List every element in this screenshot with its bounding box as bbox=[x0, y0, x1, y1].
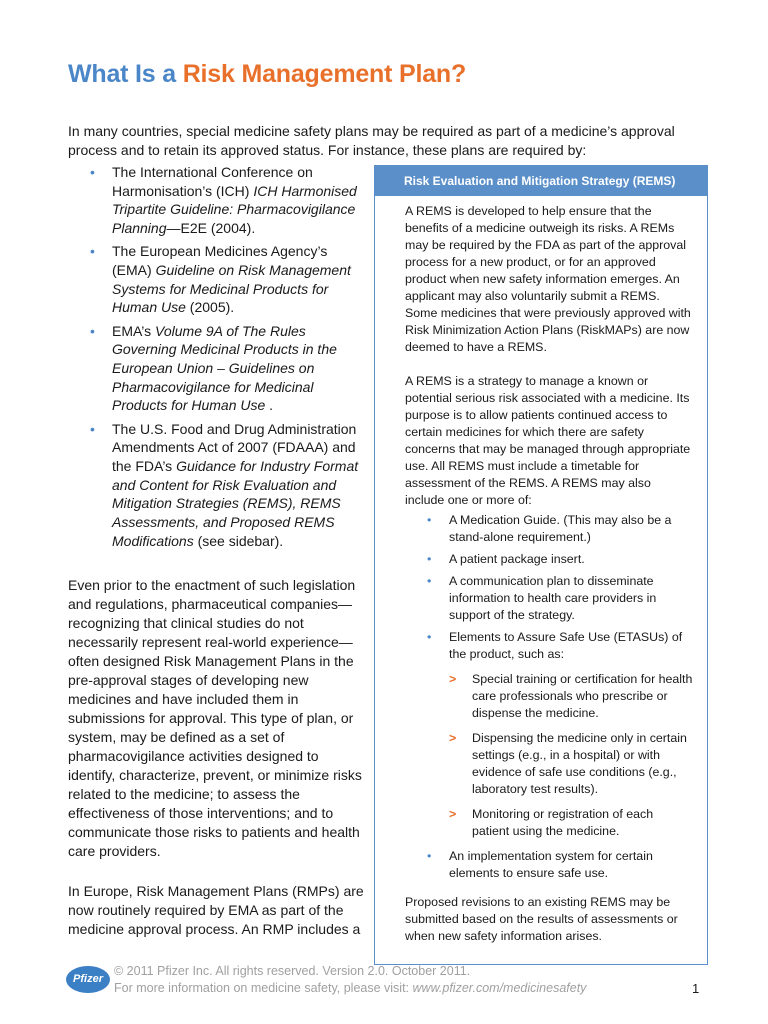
sidebar-header: Risk Evaluation and Mitigation Strategy (REMS) bbox=[375, 166, 707, 196]
body-paragraph-2: In Europe, Risk Management Plans (RMPs) are now routinely required by EMA as part of the medicine approval process. An RMP includes a bbox=[68, 883, 364, 937]
list-item: • A Medication Guide. (This may also be a stand-alone requirement.) bbox=[427, 513, 672, 544]
list-item: • The European Medicines Agency’s (EMA) Guideline on Risk Management Systems for Medicinal Products for Human Use (2005). bbox=[90, 243, 351, 316]
copyright-text: © 2011 Pfizer Inc. All rights reserved. Version 2.0. October 2011. bbox=[114, 964, 471, 978]
bullet-icon: • bbox=[427, 630, 432, 644]
title-prefix: What Is a bbox=[68, 60, 183, 88]
sidebar-paragraph-2: A REMS is a strategy to manage a known or potential serious risk associated with a medicine. Its purpose is to allow patients continued access to certain medicines for which there are safety concerns that may be managed through appropriate use. All REMS must include a timetable for assessment of the REMS. A REMS may also include one or more of: bbox=[405, 374, 691, 507]
list-item: • The International Conference on Harmonisation’s (ICH) ICH Harmonised Tripartite Guideline: Pharmacovigilance Planning—E2E (2004). bbox=[90, 164, 357, 237]
body-paragraph-1: Even prior to the enactment of such legislation and regulations, pharmaceutical companies—recognizing that clinical studies do not necessarily represent real-world experience—often designed Risk Management Plans in the pre-approval stages of developing new medicines and have included them in submissions for approval. This type of plan, or system, may be defined as a set of pharmacovigilance activities designed to identify, characterize, prevent, or minimize risks related to the medicine; to assess the effectiveness of those interventions; and to communicate those risks to patients and health care providers. bbox=[68, 577, 362, 859]
bullet-icon: • bbox=[427, 574, 432, 588]
list-item: • A patient package insert. bbox=[427, 552, 585, 566]
title-highlight: Risk Management Plan? bbox=[182, 60, 467, 88]
sidebar-paragraph-3: Proposed revisions to an existing REMS may be submitted based on the results of assessments or when new safety information arises. bbox=[405, 895, 678, 943]
chevron-right-icon: > bbox=[449, 731, 457, 745]
rems-sidebar bbox=[374, 165, 708, 965]
sub-list-item: > Dispensing the medicine only in certain settings (e.g., in a hospital) or with evidence of safe use conditions (e.g., laboratory test results). bbox=[449, 731, 687, 796]
bullet-icon: • bbox=[90, 322, 95, 339]
list-item: • Elements to Assure Safe Use (ETASUs) of the product, such as: > Special training or certification for health care professionals who prescribe or dispense the medicine. > Dispensing the medicine only in certain settings (e.g., in a hospital) or with evidence of safe use conditions (e.g., laboratory test results). > Monitoring or registration of each patient using the medicine. bbox=[427, 630, 693, 838]
pfizer-logo: Pfizer bbox=[66, 966, 110, 993]
footer bbox=[114, 963, 586, 997]
chevron-right-icon: > bbox=[449, 672, 457, 686]
sub-list-item: > Special training or certification for health care professionals who prescribe or dispense the medicine. bbox=[449, 672, 693, 720]
list-item: • EMA’s Volume 9A of The Rules Governing Medicinal Products in the European Union – Guidelines on Pharmacovigilance for Medicinal Products for Human Use . bbox=[90, 322, 337, 414]
medicine-safety-link[interactable]: www.pfizer.com/medicinesafety bbox=[412, 981, 587, 995]
sidebar-body bbox=[375, 196, 707, 945]
chevron-right-icon: > bbox=[449, 807, 457, 821]
etasu-sublist bbox=[449, 671, 693, 840]
bullet-icon: • bbox=[427, 513, 432, 527]
page-title bbox=[68, 60, 466, 89]
page-number: 1 bbox=[692, 981, 700, 996]
sub-list-item: > Monitoring or registration of each patient using the medicine. bbox=[449, 807, 654, 838]
regulation-list bbox=[90, 163, 362, 555]
list-item: • An implementation system for certain elements to ensure safe use. bbox=[427, 849, 653, 880]
rems-elements-list bbox=[405, 512, 693, 882]
sidebar-paragraph-1: A REMS is developed to help ensure that the benefits of a medicine outweigh its risks. A REMs may be required by the FDA as part of the approval process for a new product, or for an approved product when new safety information emerges. An applicant may also voluntarily submit a REMS. Some medicines that were previously approved with Risk Minimization Action Plans (RiskMAPs) are now deemed to have a REMS. bbox=[405, 204, 691, 354]
bullet-icon: • bbox=[90, 243, 95, 260]
bullet-icon: • bbox=[90, 420, 95, 437]
bullet-icon: • bbox=[90, 164, 95, 180]
bullet-icon: • bbox=[427, 552, 432, 566]
more-info-text: For more information on medicine safety, please visit: www.pfizer.com/medicinesafety bbox=[114, 981, 587, 995]
list-item: • A communication plan to disseminate information to health care providers in support of the strategy. bbox=[427, 574, 657, 622]
bullet-icon: • bbox=[427, 849, 432, 863]
list-item: • The U.S. Food and Drug Administration Amendments Act of 2007 (FDAAA) and the FDA’s Guidance for Industry Format and Content for Risk Evaluation and Mitigation Strategies (REMS), REMS Assessments, and Proposed REMS Modifications (see sidebar). bbox=[90, 420, 359, 549]
intro-paragraph: In many countries, special medicine safety plans may be required as part of a medicine’s approval process and to retain its approved status. For instance, these plans are required by: bbox=[68, 123, 675, 158]
